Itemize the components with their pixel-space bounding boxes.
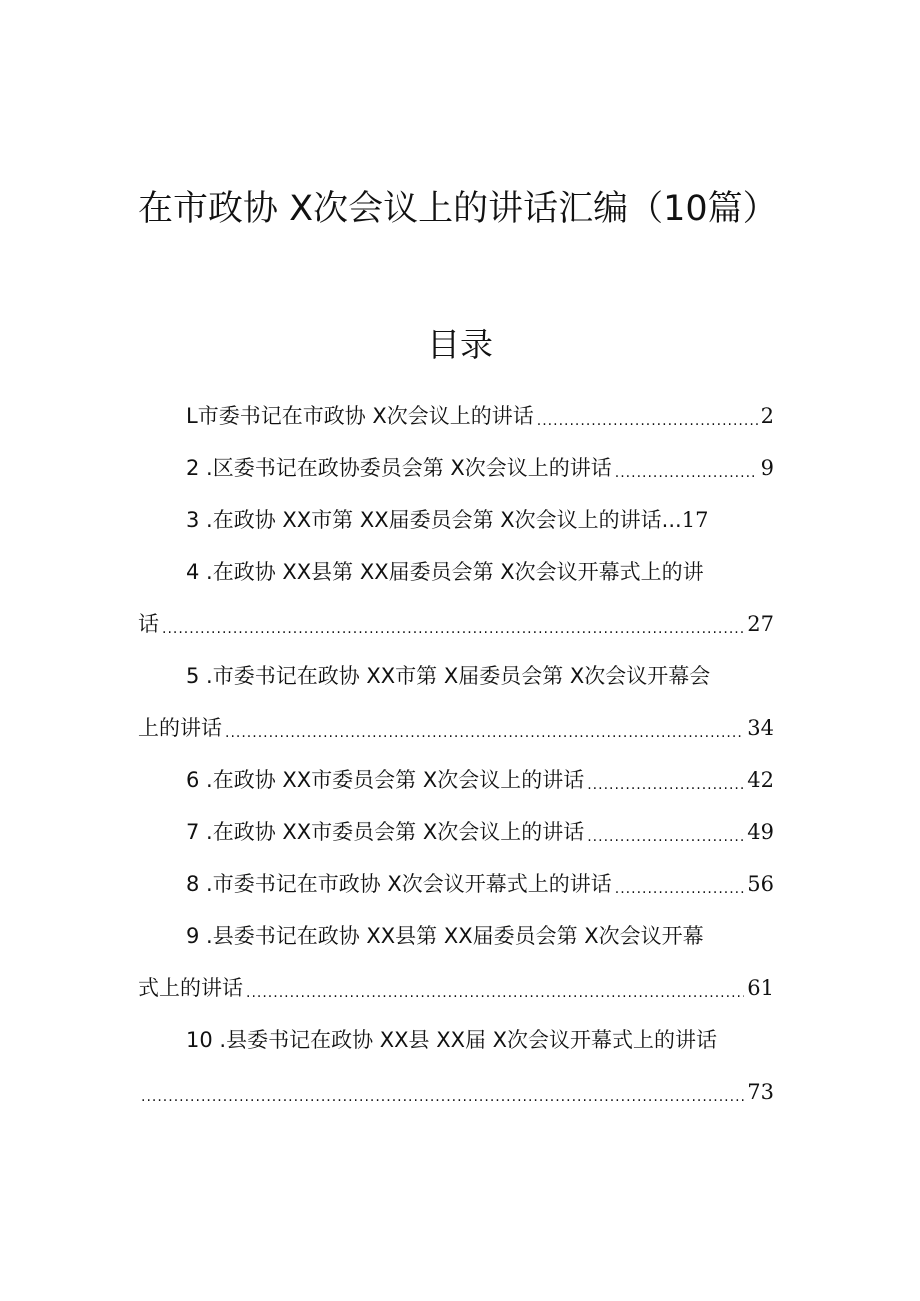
toc-entry-title: 2 .区委书记在政协委员会第 X次会议上的讲话	[186, 456, 612, 480]
toc-entry-2[interactable]	[138, 442, 774, 494]
toc-page-number: 34	[747, 716, 774, 740]
document-title: 在市政协 X次会议上的讲话汇编（10篇）	[138, 189, 778, 229]
toc-entry-4-line1[interactable]	[138, 546, 774, 598]
toc-entry-title: 10 .县委书记在政协 XX县 XX届 X次会议开幕式上的讲话	[186, 1028, 718, 1052]
toc-leader-dots	[537, 390, 758, 442]
toc-entry-8[interactable]	[138, 858, 774, 910]
toc-leader-dots	[615, 442, 758, 494]
toc-page-number: 56	[747, 872, 774, 896]
toc-entry-title: 7 .在政协 XX市委员会第 X次会议上的讲话	[186, 820, 585, 844]
toc-entry-5-line1[interactable]	[138, 650, 774, 702]
toc-entry-3[interactable]	[138, 494, 774, 546]
toc-entry-title-continued: 上的讲话	[138, 716, 222, 740]
toc-leader-dots	[587, 754, 744, 806]
toc-entry-title: 5 .市委书记在政协 XX市第 X届委员会第 X次会议开幕会	[186, 664, 711, 688]
toc-page-number: 17	[681, 508, 709, 532]
toc-page-number: 73	[747, 1080, 774, 1104]
toc-leader-dots	[615, 858, 744, 910]
toc-entry-10-line2[interactable]	[138, 1066, 774, 1118]
toc-entry-title-continued: 式上的讲话	[138, 976, 243, 1000]
toc-entry-4-line2[interactable]	[138, 598, 774, 650]
toc-entry-6[interactable]	[138, 754, 774, 806]
toc-page-number: 61	[747, 976, 774, 1000]
toc-leader-dots	[162, 598, 744, 650]
toc-entry-5-line2[interactable]	[138, 702, 774, 754]
toc-entry-10-line1[interactable]	[138, 1014, 774, 1066]
toc-page-number: 9	[760, 456, 774, 480]
toc-leader-dots	[225, 702, 744, 754]
toc-entry-9-line1[interactable]	[138, 910, 774, 962]
toc-page-number: 42	[747, 768, 774, 792]
toc-page-number: 2	[760, 404, 774, 428]
toc-page-number: 27	[747, 612, 774, 636]
toc-entry-title-continued: 话	[138, 612, 159, 636]
toc-entry-title: 6 .在政协 XX市委员会第 X次会议上的讲话	[186, 768, 585, 792]
toc-entry-1[interactable]	[138, 390, 774, 442]
toc-leader-dots	[141, 1066, 744, 1118]
toc-entry-title: 8 .市委书记在市政协 X次会议开幕式上的讲话	[186, 872, 612, 896]
toc-entry-7[interactable]	[138, 806, 774, 858]
toc-heading: 目录	[427, 325, 493, 364]
toc-page-number: 49	[747, 820, 774, 844]
table-of-contents	[138, 390, 774, 1118]
toc-leader-dots	[246, 962, 744, 1014]
toc-leader-dots	[587, 806, 744, 858]
toc-entry-title: 3 .在政协 XX市第 XX届委员会第 X次会议上的讲话...	[186, 508, 682, 532]
toc-entry-title: 9 .县委书记在政协 XX县第 XX届委员会第 X次会议开幕	[186, 924, 704, 948]
toc-entry-title: L市委书记在市政协 X次会议上的讲话	[186, 404, 534, 428]
toc-entry-title: 4 .在政协 XX县第 XX届委员会第 X次会议开幕式上的讲	[186, 560, 704, 584]
toc-entry-9-line2[interactable]	[138, 962, 774, 1014]
